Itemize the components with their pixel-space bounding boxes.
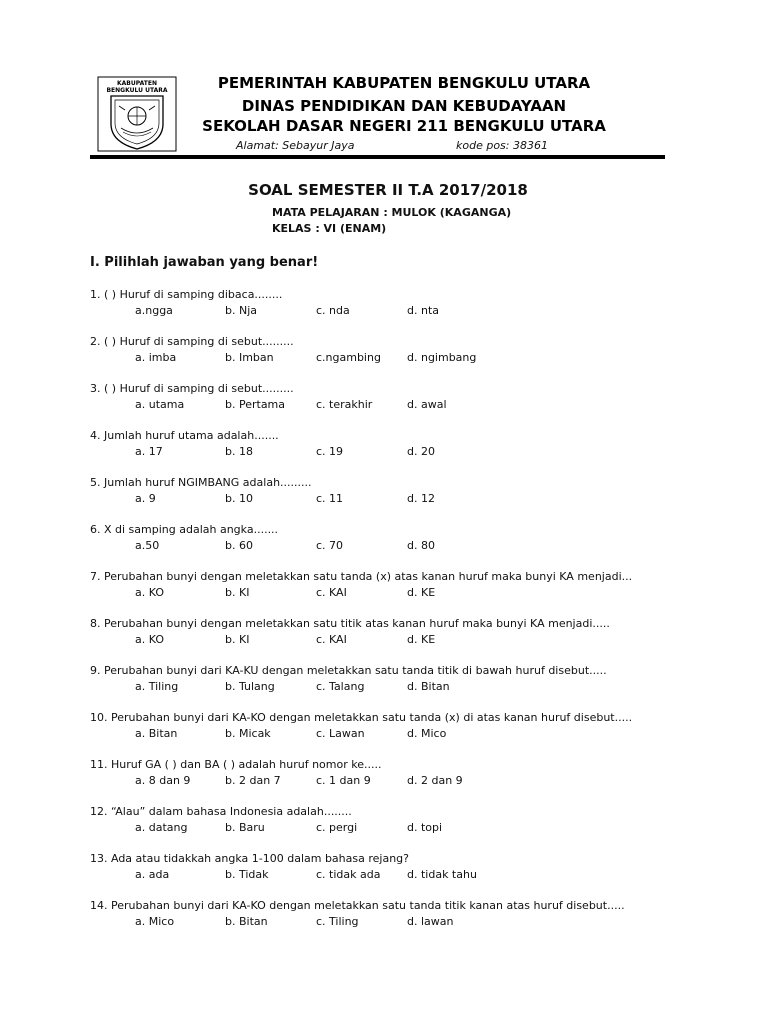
- answer-options: [90, 867, 690, 883]
- answer-option: c.ngambing: [316, 351, 381, 364]
- answer-option: a. 9: [135, 492, 156, 505]
- question-text: 8. Perubahan bunyi dengan meletakkan satu titik atas kanan huruf maka bunyi KA menjadi.....: [90, 617, 610, 630]
- answer-options: [90, 679, 690, 695]
- answer-options: [90, 397, 690, 413]
- answer-option: c. 19: [316, 445, 344, 458]
- question-item: [90, 381, 690, 413]
- answer-option: d. awal: [407, 398, 447, 411]
- answer-options: [90, 914, 690, 930]
- exam-subject: MATA PELAJARAN : MULOK (KAGANGA): [272, 206, 512, 219]
- answer-option: b. Tidak: [225, 868, 269, 881]
- question-text: 14. Perubahan bunyi dari KA-KO dengan meletakkan satu tanda titik kanan atas huruf disebut.....: [90, 899, 625, 912]
- answer-option: a. KO: [135, 633, 165, 646]
- question-item: [90, 710, 690, 742]
- answer-option: b. Pertama: [225, 398, 286, 411]
- question-text: 5. Jumlah huruf NGIMBANG adalah.........: [90, 476, 312, 489]
- question-text: 7. Perubahan bunyi dengan meletakkan satu tanda (x) atas kanan huruf maka bunyi KA menjadi...: [90, 570, 633, 583]
- answer-option: b. 60: [225, 539, 253, 552]
- answer-option: d. 2 dan 9: [407, 774, 463, 787]
- answer-option: d. 20: [407, 445, 435, 458]
- answer-option: c. KAI: [316, 633, 347, 646]
- answer-options: [90, 820, 690, 836]
- answer-option: d. nta: [407, 304, 440, 317]
- answer-option: c. nda: [316, 304, 350, 317]
- question-item: [90, 287, 690, 319]
- letterhead-divider: [90, 155, 665, 159]
- answer-option: d. Bitan: [407, 680, 450, 693]
- question-text: 13. Ada atau tidakkah angka 1-100 dalam bahasa rejang?: [90, 852, 409, 865]
- answer-option: b. Imban: [225, 351, 274, 364]
- question-item: [90, 569, 690, 601]
- question-text: 6. X di samping adalah angka.......: [90, 523, 279, 536]
- answer-option: b. 2 dan 7: [225, 774, 281, 787]
- answer-option: a.50: [135, 539, 160, 552]
- answer-options: [90, 538, 690, 554]
- answer-option: d. 80: [407, 539, 435, 552]
- question-item: [90, 522, 690, 554]
- question-text: 10. Perubahan bunyi dari KA-KO dengan meletakkan satu tanda (x) di atas kanan huruf disebut.....: [90, 711, 633, 724]
- question-text: 3. ( ) Huruf di samping di sebut.........: [90, 382, 294, 395]
- question-item: [90, 475, 690, 507]
- answer-options: [90, 773, 690, 789]
- question-item: [90, 334, 690, 366]
- answer-option: a. imba: [135, 351, 177, 364]
- answer-option: b. Bitan: [225, 915, 268, 928]
- answer-option: c. tidak ada: [316, 868, 381, 881]
- question-item: [90, 663, 690, 695]
- answer-options: [90, 303, 690, 319]
- exam-title: SOAL SEMESTER II T.A 2017/2018: [248, 181, 528, 199]
- answer-option: c. 11: [316, 492, 344, 505]
- answer-option: d. KE: [407, 586, 436, 599]
- answer-options: [90, 350, 690, 366]
- answer-option: a.ngga: [135, 304, 173, 317]
- question-text: 9. Perubahan bunyi dari KA-KU dengan meletakkan satu tanda titik di bawah huruf disebut.....: [90, 664, 607, 677]
- question-item: [90, 898, 690, 930]
- question-item: [90, 851, 690, 883]
- question-text: 4. Jumlah huruf utama adalah.......: [90, 429, 279, 442]
- answer-option: c. 1 dan 9: [316, 774, 371, 787]
- question-item: [90, 428, 690, 460]
- answer-option: a. utama: [135, 398, 185, 411]
- answer-option: b. Tulang: [225, 680, 275, 693]
- header-department-line: DINAS PENDIDIKAN DAN KEBUDAYAAN: [241, 97, 567, 115]
- answer-option: c. Talang: [316, 680, 365, 693]
- question-text: 12. “Alau” dalam bahasa Indonesia adalah........: [90, 805, 352, 818]
- answer-option: b. KI: [225, 586, 250, 599]
- answer-option: d. lawan: [407, 915, 454, 928]
- answer-option: a. 17: [135, 445, 163, 458]
- svg-text:KABUPATEN: KABUPATEN: [117, 80, 157, 87]
- question-text: 11. Huruf GA ( ) dan BA ( ) adalah huruf nomor ke.....: [90, 758, 382, 771]
- school-postcode: kode pos: 38361: [456, 139, 548, 152]
- answer-option: a. 8 dan 9: [135, 774, 191, 787]
- answer-option: d. KE: [407, 633, 436, 646]
- answer-option: b. 10: [225, 492, 253, 505]
- question-item: [90, 616, 690, 648]
- answer-option: a. Bitan: [135, 727, 178, 740]
- answer-option: b. Micak: [225, 727, 271, 740]
- answer-option: c. terakhir: [316, 398, 373, 411]
- answer-option: a. ada: [135, 868, 170, 881]
- header-government-line: PEMERINTAH KABUPATEN BENGKULU UTARA: [217, 74, 591, 92]
- answer-option: d. 12: [407, 492, 435, 505]
- section-instruction: I. Pilihlah jawaban yang benar!: [90, 255, 319, 270]
- answer-option: b. Baru: [225, 821, 265, 834]
- answer-option: a. KO: [135, 586, 165, 599]
- answer-option: b. 18: [225, 445, 253, 458]
- answer-option: a. datang: [135, 821, 188, 834]
- school-address: Alamat: Sebayur Jaya: [236, 139, 355, 152]
- exam-class: KELAS : VI (ENAM): [272, 222, 387, 235]
- answer-option: b. Nja: [225, 304, 258, 317]
- answer-option: d. Mico: [407, 727, 447, 740]
- svg-text:BENGKULU UTARA: BENGKULU UTARA: [106, 87, 168, 94]
- answer-option: c. Lawan: [316, 727, 365, 740]
- answer-option: b. KI: [225, 633, 250, 646]
- answer-options: [90, 585, 690, 601]
- answer-option: d. topi: [407, 821, 443, 834]
- answer-options: [90, 632, 690, 648]
- question-text: 1. ( ) Huruf di samping dibaca........: [90, 288, 283, 301]
- answer-options: [90, 726, 690, 742]
- answer-options: [90, 491, 690, 507]
- answer-option: d. tidak tahu: [407, 868, 477, 881]
- answer-option: a. Tiling: [135, 680, 179, 693]
- answer-option: c. 70: [316, 539, 344, 552]
- answer-option: c. KAI: [316, 586, 347, 599]
- answer-option: c. pergi: [316, 821, 358, 834]
- question-item: [90, 757, 690, 789]
- header-school-line: SEKOLAH DASAR NEGERI 211 BENGKULU UTARA: [202, 117, 606, 135]
- answer-option: d. ngimbang: [407, 351, 477, 364]
- answer-options: [90, 444, 690, 460]
- question-item: [90, 804, 690, 836]
- question-text: 2. ( ) Huruf di samping di sebut.........: [90, 335, 294, 348]
- answer-option: c. Tiling: [316, 915, 359, 928]
- answer-option: a. Mico: [135, 915, 175, 928]
